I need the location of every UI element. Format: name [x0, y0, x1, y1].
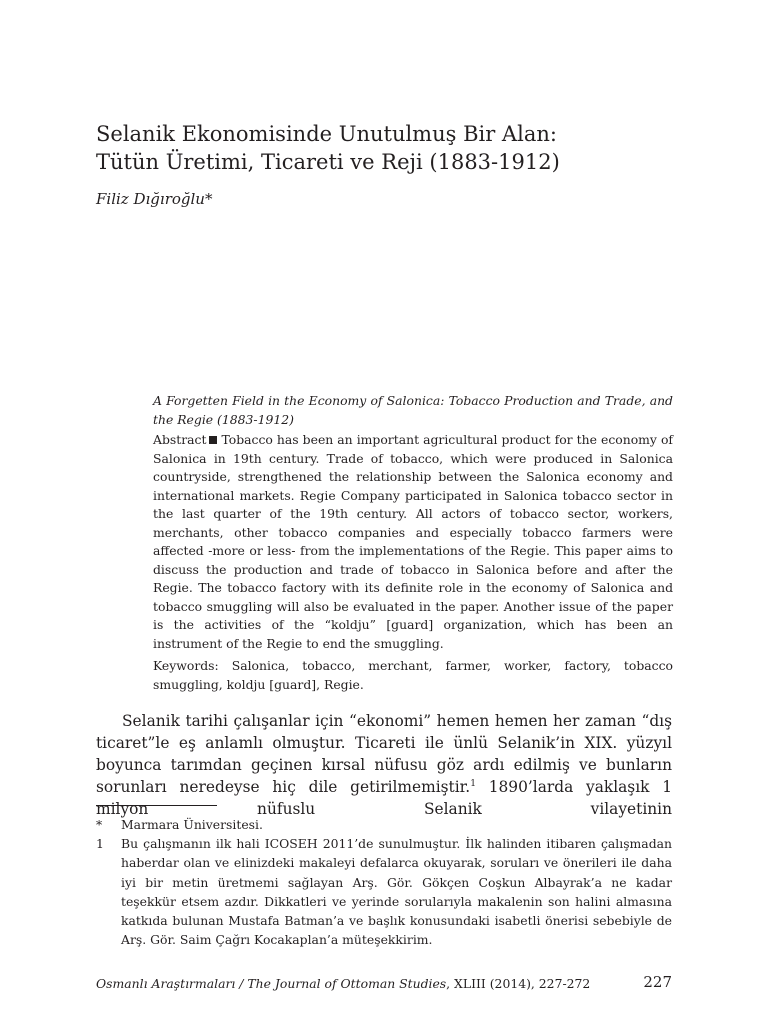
- article-title-line-2: Tütün Üretimi, Ticareti ve Reji (1883-1912): [96, 150, 560, 174]
- abstract-block: [153, 392, 673, 694]
- footnotes: [96, 815, 672, 949]
- footnote-mark: 1: [96, 836, 104, 852]
- journal-citation: , XLIII (2014), 227-272: [446, 976, 591, 991]
- footnote-reference[interactable]: 1: [470, 778, 476, 789]
- footnote-divider: [96, 805, 217, 806]
- footnote-mark: *: [96, 817, 103, 832]
- abstract-body: Tobacco has been an important agricultural product for the economy of Salonica in 19th century. Trade of tobacco, which were produced in Salonica countryside, strengthened the relationship between the Salonica economy and international markets. Regie Company participated in Salonica tobacco sector in the last quarter of the 19th century. All actors of tobacco sector, workers, merchants, other tobacco companies and especially tobacco farmers were affected -more or less- from the implementations of the Regie. This paper aims to discuss the production and trade of tobacco in Salonica before and after the Regie. The tobacco factory with its definite role in the economy of Salonica and tobacco smuggling will also be evaluated in the paper. Another issue of the paper is the activities of the “koldju” [guard] organization, which has been an instrument of the Regie to end the smuggling.: [153, 432, 673, 651]
- journal-name: Osmanlı Araştırmaları / The Journal of Ottoman Studies: [96, 976, 447, 991]
- footnote-item: [96, 834, 672, 949]
- body-text-part-2: 1890’larda yaklaşık 1 milyon nüfuslu Selanik vilayetinin: [96, 778, 672, 818]
- article-title: [96, 120, 696, 176]
- article-title-line-1: Selanik Ekonomisinde Unutulmuş Bir Alan:: [96, 122, 557, 146]
- keywords: Keywords: Salonica, tobacco, merchant, farmer, worker, factory, tobacco smuggling, koldju [guard], Regie.: [153, 658, 673, 692]
- footnote-text: Marmara Üniversitesi.: [121, 817, 263, 832]
- page-footer: [96, 973, 672, 991]
- body-paragraph: [96, 710, 672, 820]
- page-number: 227: [643, 973, 672, 991]
- abstract-text: [153, 431, 673, 653]
- body-text-part-1: Selanik tarihi çalışanlar için “ekonomi” hemen hemen her zaman “dış ticaret”le eş anlamlı olmuştur. Ticareti ile ünlü Selanik’in XIX. yüzyıl boyunca tarımdan geçinen kırsal nüfusu göz ardı edilmiş ve bunların sorunları neredeyse hiç dile getirilmemiştir.: [96, 712, 672, 796]
- abstract-label: Abstract: [153, 432, 207, 447]
- footnote-item: [96, 815, 672, 834]
- english-title: A Forgetten Field in the Economy of Salonica: Tobacco Production and Trade, and the Regie (1883-1912): [153, 393, 673, 427]
- body-text: [96, 710, 672, 820]
- author-name: Filiz Dığıroğlu*: [96, 190, 213, 208]
- square-bullet-icon: [209, 436, 217, 444]
- footnote-text: Bu çalışmanın ilk hali ICOSEH 2011’de sunulmuştur. İlk halinden itibaren çalışmadan haberdar olan ve elinizdeki makaleyi defalarca okuyarak, soruları ve önerileri ile daha iyi bir metin üretmemi sağlayan Arş. Gör. Gökçen Coşkun Albayrak’a ne kadar teşekkür etsem azdır. Dikkatleri ve yerinde sorularıyla makalenin son halini almasına katkıda bulunan Mustafa Batman’a ve başlık konusundaki isabetli önerisi sebebiyle de Arş. Gör. Saim Çağrı Kocakaplan’a müteşekkirim.: [121, 836, 672, 948]
